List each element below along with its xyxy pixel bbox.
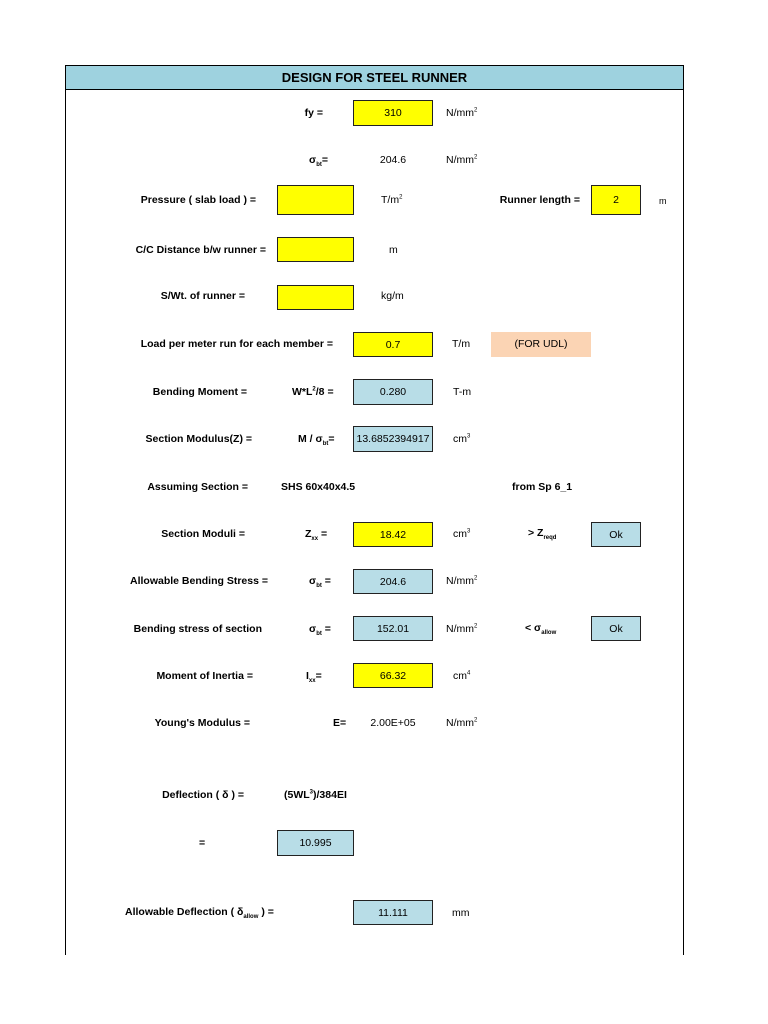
bending-stress-unit: $N/mm^2$ xyxy=(446,623,478,635)
section-modulus-label: Section Modulus(Z) = xyxy=(145,433,252,445)
section-modulus-formula: $M / \sigma_{bt}=$ xyxy=(298,433,335,448)
moment-inertia-label: Moment of Inertia = xyxy=(156,670,253,682)
page-title: DESIGN FOR STEEL RUNNER xyxy=(66,66,683,90)
self-weight-input[interactable] xyxy=(277,285,354,310)
sigma-bt-unit: $N/mm^2$ xyxy=(446,154,478,166)
youngs-modulus-symbol: E= xyxy=(333,717,347,729)
bending-stress-label: Bending stress of section xyxy=(133,623,262,635)
runner-length-input[interactable]: 2 xyxy=(591,185,641,215)
allowable-deflection-value: 11.111 xyxy=(353,900,433,925)
assuming-section-label: Assuming Section = xyxy=(147,481,248,493)
bending-moment-unit: T-m xyxy=(453,386,472,398)
bending-stress-symbol: $\sigma_{bt}$ = xyxy=(309,623,331,638)
section-modulus-unit: $cm^3$ xyxy=(453,433,471,445)
section-moduli-label: Section Moduli = xyxy=(161,528,245,540)
allowable-bending-unit: $N/mm^2$ xyxy=(446,575,478,587)
deflection-label: Deflection ( δ ) = xyxy=(162,789,244,801)
youngs-modulus-value: 2.00E+05 xyxy=(370,717,416,729)
allowable-bending-symbol: $\sigma_{bt}$ = xyxy=(309,575,331,590)
zxx-unit: $cm^3$ xyxy=(453,528,471,540)
allowable-deflection-label: Allowable Deflection ( $\delta_{allow}$ ) = xyxy=(125,906,274,921)
ixx-symbol: $I_{xx}=$ xyxy=(306,670,322,685)
deflection-equals: = xyxy=(199,837,206,849)
sigma-allow-compare: < $\sigma_{allow}$ xyxy=(525,622,557,637)
cc-distance-unit: m xyxy=(389,244,398,256)
fy-input[interactable]: 310 xyxy=(353,100,433,126)
zxx-input[interactable]: 18.42 xyxy=(353,522,433,547)
fy-label: fy = xyxy=(304,107,323,119)
section-source: from Sp 6_1 xyxy=(512,481,573,493)
section-modulus-value: 13.6852394917 xyxy=(353,426,433,452)
youngs-modulus-unit: $N/mm^2$ xyxy=(446,717,478,729)
pressure-unit: $T/m^2$ xyxy=(381,194,403,206)
deflection-formula: $(5WL^3)/384EI$ xyxy=(284,789,347,801)
self-weight-unit: kg/m xyxy=(381,290,404,302)
self-weight-label: S/Wt. of runner = xyxy=(160,290,245,302)
ixx-input[interactable]: 66.32 xyxy=(353,663,433,688)
allowable-bending-label: Allowable Bending Stress = xyxy=(130,575,268,587)
deflection-value: 10.995 xyxy=(277,830,354,856)
bending-moment-label: Bending Moment = xyxy=(152,386,247,398)
runner-length-label: Runner length = xyxy=(499,194,580,206)
cc-distance-input[interactable] xyxy=(277,237,354,262)
assumed-section-value: SHS 60x40x4.5 xyxy=(281,481,356,493)
sigma-bt-value: 204.6 xyxy=(379,154,407,166)
bending-stress-status-badge: Ok xyxy=(591,616,641,641)
zxx-symbol: $Z_{xx}$ = xyxy=(305,528,328,543)
pressure-label: Pressure ( slab load ) = xyxy=(140,194,256,206)
allowable-deflection-unit: mm xyxy=(452,907,470,919)
zxx-status-badge: Ok xyxy=(591,522,641,547)
pressure-input[interactable] xyxy=(277,185,354,215)
load-per-meter-unit: T/m xyxy=(452,338,471,350)
udl-note: (FOR UDL) xyxy=(491,332,591,357)
load-per-meter-label: Load per meter run for each member = xyxy=(140,338,333,350)
bending-moment-formula: $W*L^2/8$ = xyxy=(292,386,334,398)
zreqd-compare: > $Z_{reqd}$ xyxy=(528,527,557,542)
load-per-meter-input[interactable]: 0.7 xyxy=(353,332,433,357)
allowable-bending-value: 204.6 xyxy=(353,569,433,594)
ixx-unit: $cm^4$ xyxy=(453,670,471,682)
sigma-bt-label: $\sigma_{bt}=$ xyxy=(309,154,328,169)
bending-stress-value: 152.01 xyxy=(353,616,433,641)
fy-unit: $N/mm^2$ xyxy=(446,107,478,119)
bending-moment-value: 0.280 xyxy=(353,379,433,405)
youngs-modulus-label: Young's Modulus = xyxy=(154,717,250,729)
runner-length-unit: m xyxy=(659,196,667,206)
cc-distance-label: C/C Distance b/w runner = xyxy=(135,244,266,256)
